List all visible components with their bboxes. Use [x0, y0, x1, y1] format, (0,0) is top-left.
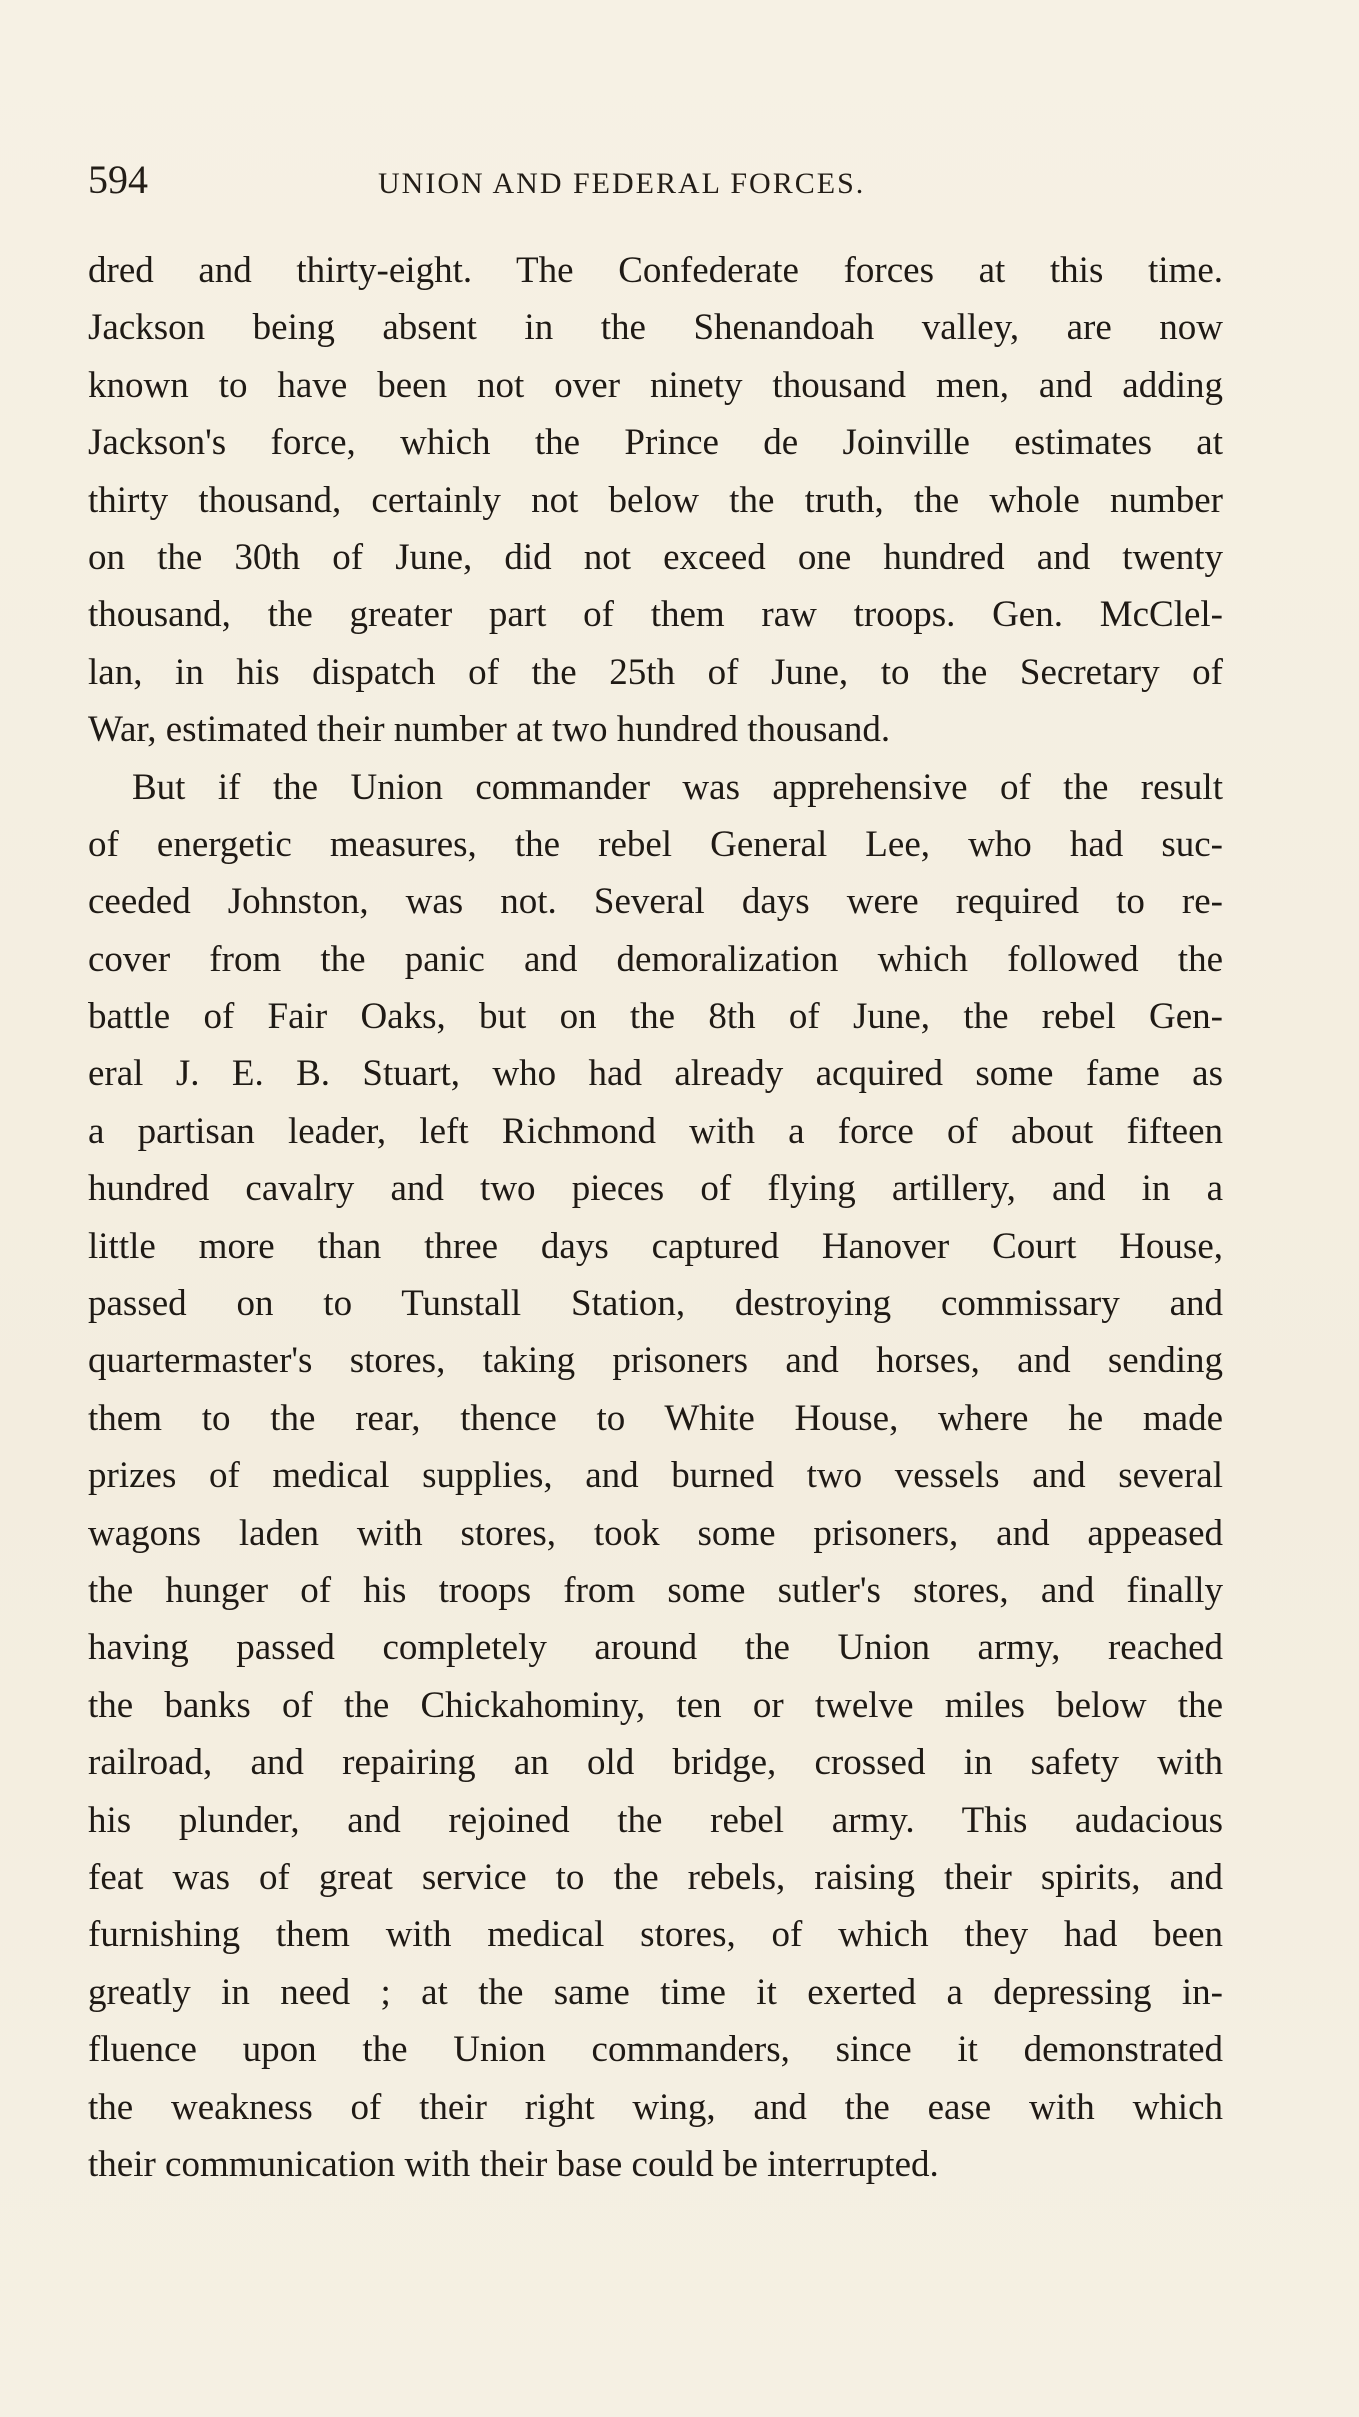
- running-head: [88, 150, 1223, 210]
- text-line: their communication with their base could be interrupted.: [88, 2143, 939, 2185]
- text-line: wagons laden with stores, took some prisoners, and appeased: [88, 1512, 1223, 1554]
- text-line: the weakness of their right wing, and the ease with which: [88, 2086, 1223, 2128]
- text-line: prizes of medical supplies, and burned two vessels and several: [88, 1455, 1223, 1497]
- text-line: having passed completely around the Union army, reached: [88, 1627, 1223, 1669]
- text-line: eral J. E. B. Stuart, who had already acquired some fame as: [88, 1053, 1223, 1095]
- text-line: hundred cavalry and two pieces of flying artillery, and in a: [88, 1168, 1223, 1210]
- text-line: furnishing them with medical stores, of which they had been: [88, 1914, 1223, 1956]
- text-line: passed on to Tunstall Station, destroying commissary and: [88, 1283, 1223, 1325]
- page-number: 594: [88, 157, 148, 202]
- text-line: on the 30th of June, did not exceed one hundred and twenty: [88, 536, 1223, 578]
- text-line: thirty thousand, certainly not below the truth, the whole number: [88, 479, 1223, 521]
- text-line: them to the rear, thence to White House, where he made: [88, 1397, 1223, 1439]
- text-line: cover from the panic and demoralization which followed the: [88, 938, 1223, 980]
- text-line: greatly in need ; at the same time it exerted a depressing in-: [88, 1971, 1223, 2013]
- body-text: [88, 242, 1223, 2193]
- running-title: UNION AND FEDERAL FORCES.: [378, 167, 866, 200]
- text-line: of energetic measures, the rebel General Lee, who had suc-: [88, 823, 1223, 865]
- text-line: his plunder, and rejoined the rebel army. This audacious: [88, 1799, 1223, 1841]
- text-line: lan, in his dispatch of the 25th of June, to the Secretary of: [88, 651, 1223, 693]
- text-line: little more than three days captured Hanover Court House,: [88, 1225, 1223, 1267]
- text-line: But if the Union commander was apprehensive of the result: [132, 766, 1223, 808]
- text-line: War, estimated their number at two hundred thousand.: [88, 709, 891, 751]
- text-line: Jackson being absent in the Shenandoah valley, are now: [88, 307, 1223, 349]
- text-line: a partisan leader, left Richmond with a force of about fifteen: [88, 1110, 1223, 1152]
- text-line: feat was of great service to the rebels, raising their spirits, and: [88, 1856, 1223, 1898]
- text-line: ceeded Johnston, was not. Several days were required to re-: [88, 881, 1223, 923]
- text-line: fluence upon the Union commanders, since it demonstrated: [88, 2029, 1223, 2071]
- text-line: railroad, and repairing an old bridge, crossed in safety with: [88, 1742, 1223, 1784]
- text-line: Jackson's force, which the Prince de Joinville estimates at: [88, 422, 1223, 464]
- text-line: the banks of the Chickahominy, ten or twelve miles below the: [88, 1684, 1223, 1726]
- text-line: battle of Fair Oaks, but on the 8th of June, the rebel Gen-: [88, 996, 1223, 1038]
- text-line: known to have been not over ninety thousand men, and adding: [88, 364, 1223, 406]
- text-line: dred and thirty-eight. The Confederate forces at this time.: [88, 250, 1223, 291]
- text-line: the hunger of his troops from some sutler's stores, and finally: [88, 1569, 1223, 1611]
- text-line: quartermaster's stores, taking prisoners and horses, and sending: [88, 1340, 1223, 1382]
- text-line: thousand, the greater part of them raw troops. Gen. McClel-: [88, 594, 1223, 636]
